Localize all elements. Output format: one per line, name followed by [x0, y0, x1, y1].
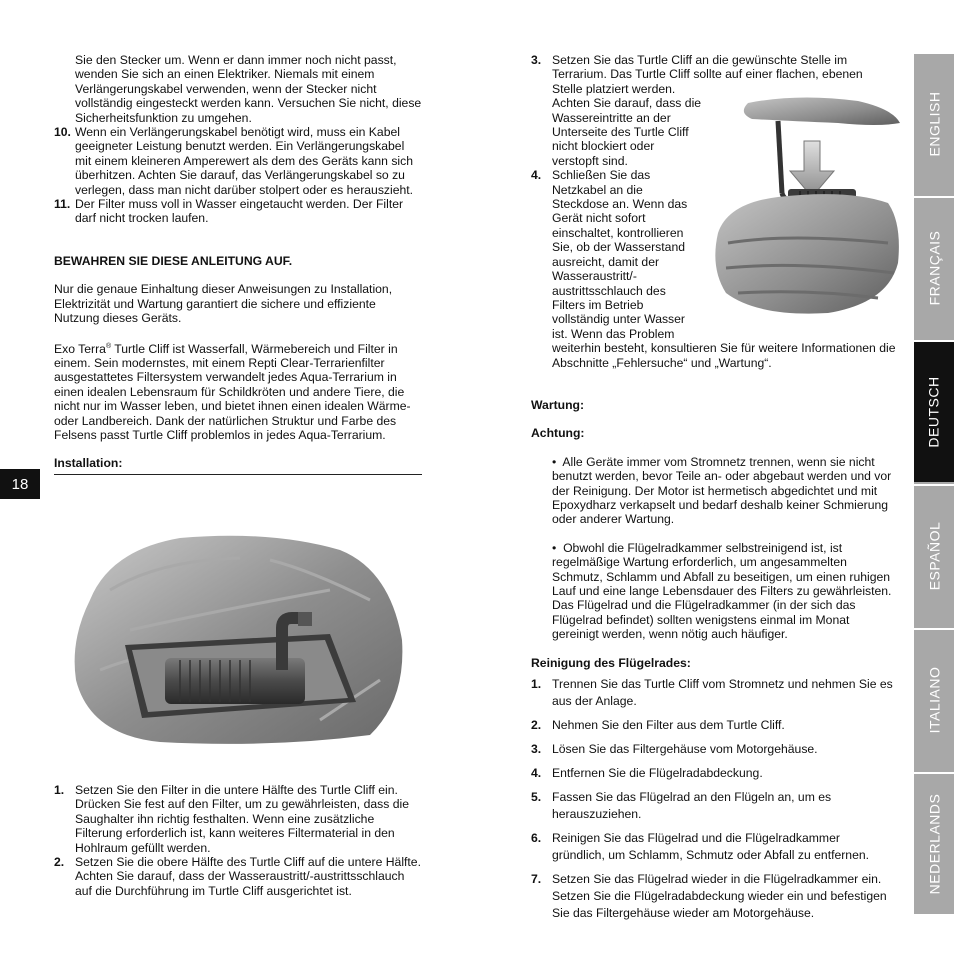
caution-bullets — [531, 455, 896, 642]
item-text: Fassen Sie das Flügelrad an den Flügeln an, um es herauszuziehen. — [552, 790, 832, 822]
language-tab-label: ITALIANO — [926, 666, 943, 734]
item-number: 10. — [54, 125, 71, 140]
registered-mark: ® — [105, 342, 112, 350]
bullet-item — [552, 541, 896, 642]
step3-text: Setzen Sie das Turtle Cliff an die gewünschte Stelle im Terrarium. Das Turtle Cliff sollte auf einer flachen, ebenen Stelle platziert werden. — [552, 53, 863, 96]
brand-name: Exo Terra — [54, 341, 106, 356]
item-number: 11. — [54, 197, 71, 212]
left-column — [54, 53, 422, 475]
item-text: Wenn ein Verlängerungskabel benötigt wird, muss ein Kabel geeigneter Leistung benutzt werden. Ein Verlängerungskabel mit einem kleineren Amperewert als dem des Geräts kann sich überhitzen. Achten Sie darauf, das Verlängerungskabel so zu verlegen, dass man nicht darüber stolpert oder es herauszieht. — [75, 125, 414, 197]
list-item — [54, 197, 422, 226]
language-tab-label: NEDERLANDS — [926, 793, 943, 895]
bullet-glyph: • — [552, 454, 557, 469]
item-number: 1. — [531, 677, 542, 692]
step4-wrapped-text: Schließen Sie das Netzkabel an die Steckdose an. Wenn das Gerät nicht sofort einschaltet, kontrollieren Sie, ob der Wasserstand ausreicht, damit der Wasseraustritt/-austrittsschlauch des Filters im Betrieb vollständig unter Wasser ist. Wenn das Problem — [552, 168, 688, 341]
installation-steps — [54, 783, 422, 898]
installation-heading: Installation: — [54, 456, 123, 471]
bullet-glyph: • — [552, 540, 557, 555]
item-text: Trennen Sie das Turtle Cliff vom Stromnetz und nehmen Sie es aus der Anlage. — [552, 677, 893, 709]
item-text: Der Filter muss voll in Wasser eingetaucht werden. Der Filter darf nicht trocken laufen. — [75, 197, 404, 226]
item-text: Lösen Sie das Filtergehäuse vom Motorgehäuse. — [552, 742, 818, 757]
cleaning-steps — [531, 676, 896, 922]
language-tab-label: DEUTSCH — [926, 376, 943, 448]
item-text: Setzen Sie den Filter in die untere Hälfte des Turtle Cliff ein. Drücken Sie fest auf den Filter, um zu gewährleisten, dass die Saughalter ihn richtig festhalten. Wenn eine zusätzliche Filterung erforderlich ist, kann weiteres Filtermaterial in den Hohlraum gefüllt werden. — [75, 783, 409, 855]
page-number: 18 — [0, 469, 40, 499]
step3-wrapped-text: Achten Sie darauf, dass die Wassereintritte an der Unterseite des Turtle Cliff nicht blockiert oder verstopft sind. — [552, 96, 702, 168]
language-tab-italiano[interactable] — [914, 630, 954, 770]
language-sidebar — [914, 54, 954, 914]
item-number: 3. — [531, 742, 542, 757]
turtle-cliff-placement-illustration — [708, 93, 902, 319]
item-text: Setzen Sie die obere Hälfte des Turtle Cliff auf die untere Hälfte. Achten Sie darauf, dass der Wasseraustritt/-austrittsschlauch auf die Durchführung im Turtle Cliff ausgerichtet ist. — [75, 855, 421, 898]
maintenance-heading: Wartung: — [531, 397, 585, 412]
item-number: 4. — [531, 168, 542, 183]
product-description-text: Turtle Cliff ist Wasserfall, Wärmebereich und Filter in einem. Sein modernstes, mit einem Repti Clear-Terrarienfilter ausgestattetes Filtersystem verwandelt jedes Aqua-Terrarium in einen idealen Lebensraum für Schildkröten und andere Tiere, die nicht nur im Wasser leben, und bietet ihnen einen idealen Wärme- oder Landbereich. Dank der natürlichen Struktur und Farbe des Felsens passt Turtle Cliff problemlos in jedes Aqua-Terrarium. — [54, 341, 411, 442]
list-item — [54, 783, 422, 855]
list-item — [531, 871, 896, 922]
item-number: 4. — [531, 766, 542, 781]
language-tab-label: ESPAÑOL — [926, 521, 943, 591]
item-text: Nehmen Sie den Filter aus dem Turtle Cliff. — [552, 718, 785, 733]
turtle-cliff-filter-illustration — [70, 530, 406, 748]
language-tab-english[interactable] — [914, 54, 954, 194]
list-item — [54, 855, 422, 898]
product-description — [54, 340, 422, 443]
language-tab-nederlands[interactable] — [914, 774, 954, 914]
item-number: 5. — [531, 790, 542, 805]
language-tab-label: FRANÇAIS — [926, 230, 943, 306]
bullet-text: Alle Geräte immer vom Stromnetz trennen, wenn sie nicht benutzt werden, bevor Teile an- oder abgebaut werden und vor der Reinigung. Der Motor ist hermetisch abgedichtet und mit Epoxydharz verkapselt und bedarf deshalb keiner Schmierung oder anderer Wartung. — [552, 454, 892, 527]
language-tab-deutsch[interactable] — [914, 342, 954, 482]
caution-heading: Achtung: — [531, 426, 585, 441]
bullet-item — [552, 455, 896, 527]
language-tab-label: ENGLISH — [926, 91, 942, 157]
list-item — [531, 765, 896, 782]
language-tab-francais[interactable] — [914, 198, 954, 338]
step4-text: weiterhin besteht, konsultieren Sie für weitere Informationen die Abschnitte „Fehlersuche“ und „Wartung“. — [552, 341, 896, 370]
item-text: Setzen Sie das Flügelrad wieder in die Flügelradkammer ein. Setzen Sie die Flügelradabdeckung wieder ein und befestigen Sie das Filtergehäuse wieder am Motorgehäuse. — [552, 872, 887, 921]
item-number: 3. — [531, 53, 542, 67]
list-item — [531, 789, 896, 823]
cleaning-heading: Reinigung des Flügelrades: — [531, 655, 691, 670]
keep-instructions-heading: BEWAHREN SIE DIESE ANLEITUNG AUF. — [54, 253, 293, 268]
language-tab-espanol[interactable] — [914, 486, 954, 626]
list-item — [531, 717, 896, 734]
list-item — [531, 676, 896, 710]
item-number: 2. — [54, 855, 65, 870]
item-number: 1. — [54, 783, 65, 797]
list-item — [531, 741, 896, 758]
item-number: 6. — [531, 831, 542, 846]
bullet-text: Obwohl die Flügelradkammer selbstreinigend ist, ist regelmäßige Wartung erforderlich, um angesammelten Schmutz, Schlamm und Abfall zu beseitigen, um einen ruhigen Lauf und eine lange Lebensdauer des Filters zu gewährleisten. Das Flügelrad und die Flügelradkammer (in der sich das Flügelrad befindet) sollten wenigstens einmal im Monat gereinigt werden, wenn nötig auch häufiger. — [552, 540, 892, 642]
intro-continuation: Sie den Stecker um. Wenn er dann immer noch nicht passt, wenden Sie sich an einen Elektriker. Niemals mit einem Verlängerungskabel verwenden, wenn der Stecker nicht vollständig eingesteckt werden kann. Versuchen Sie nicht, diese Sicherheitsfunktion zu umgehen. — [75, 53, 422, 125]
safety-paragraph: Nur die genaue Einhaltung dieser Anweisungen zu Installation, Elektrizität und Wartung garantiert die sichere und effiziente Nutzung dieses Geräts. — [54, 282, 393, 326]
list-item — [531, 830, 896, 864]
heading-divider — [54, 474, 422, 475]
item-number: 2. — [531, 718, 542, 733]
item-text: Entfernen Sie die Flügelradabdeckung. — [552, 766, 763, 781]
item-number: 7. — [531, 872, 542, 887]
list-item — [54, 125, 422, 197]
item-text: Reinigen Sie das Flügelrad und die Flügelradkammer gründlich, um Schlamm, Schmutz oder Abfall zu entfernen. — [552, 831, 870, 863]
